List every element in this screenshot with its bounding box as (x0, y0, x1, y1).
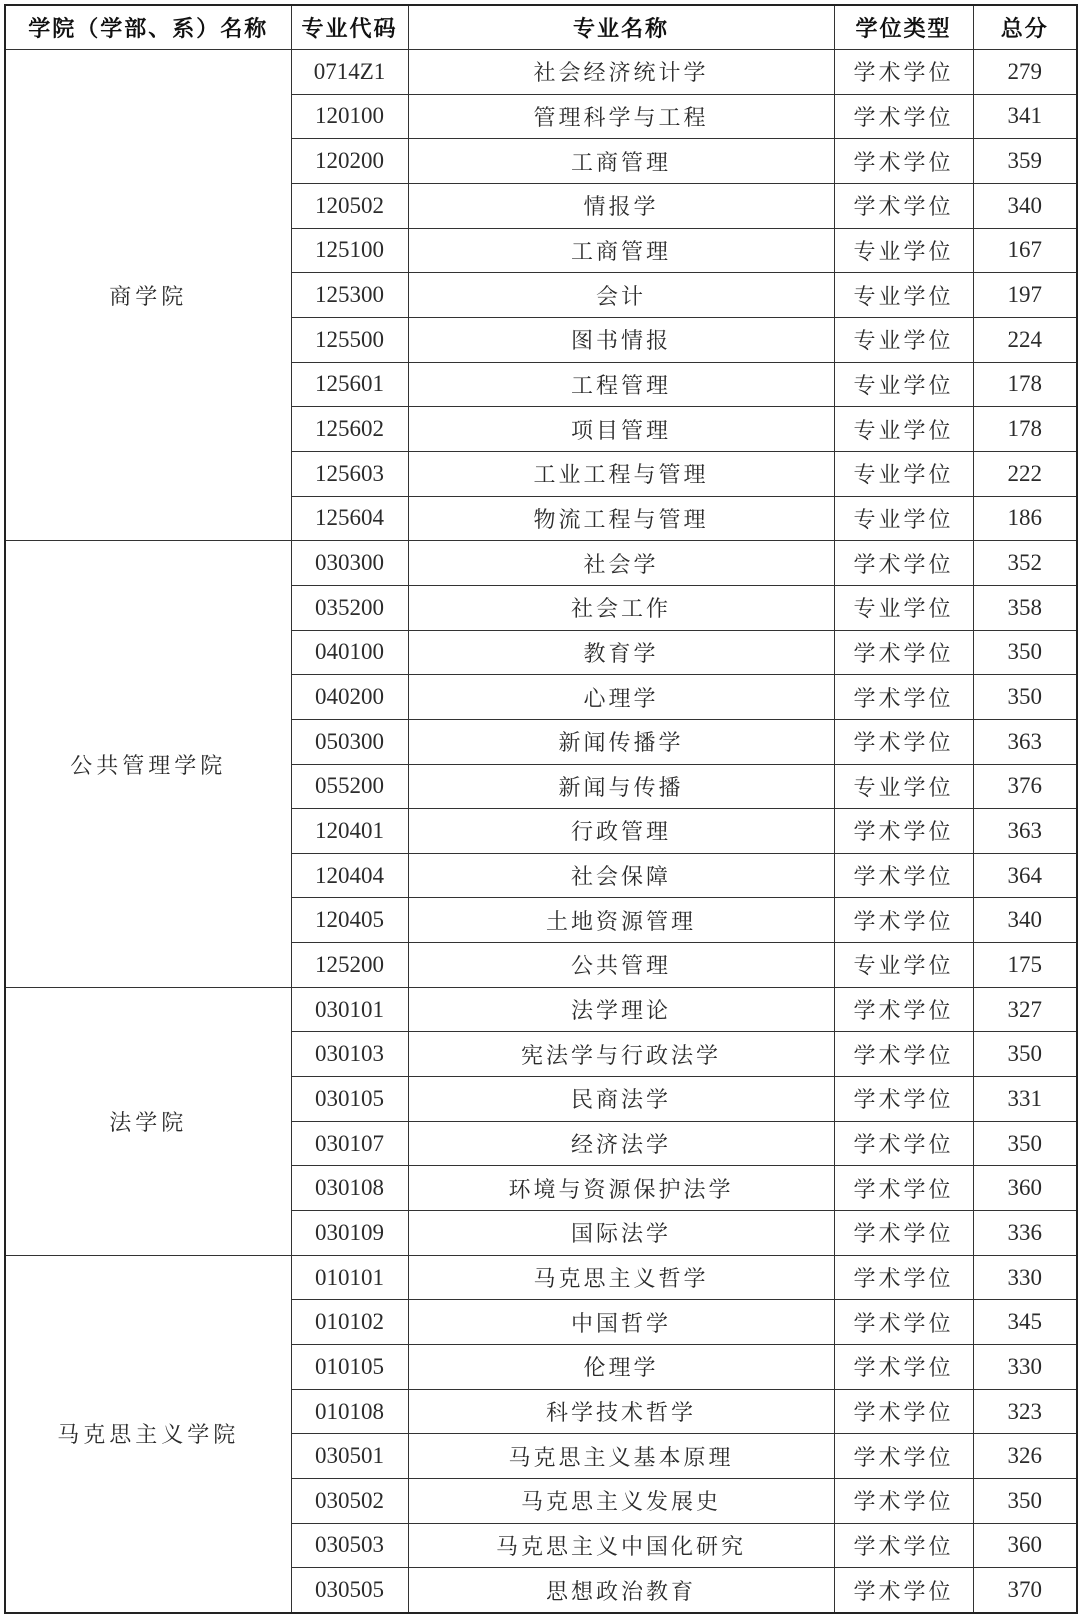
table-row (5, 987, 1077, 1032)
major-name: 马克思主义基本原理 (408, 1434, 834, 1479)
major-code: 120502 (291, 183, 408, 228)
major-name: 思想政治教育 (408, 1568, 834, 1613)
major-name: 民商法学 (408, 1077, 834, 1122)
degree-type: 学术学位 (834, 630, 973, 675)
degree-type: 学术学位 (834, 1389, 973, 1434)
total-score: 360 (973, 1523, 1077, 1568)
major-code: 040100 (291, 630, 408, 675)
degree-type: 学术学位 (834, 987, 973, 1032)
major-name: 土地资源管理 (408, 898, 834, 943)
major-name: 公共管理 (408, 943, 834, 988)
total-score: 222 (973, 451, 1077, 496)
total-score: 360 (973, 1166, 1077, 1211)
major-name: 物流工程与管理 (408, 496, 834, 541)
total-score: 340 (973, 183, 1077, 228)
major-code: 010105 (291, 1345, 408, 1390)
major-code: 120401 (291, 809, 408, 854)
major-name: 经济法学 (408, 1121, 834, 1166)
major-name: 马克思主义哲学 (408, 1255, 834, 1300)
major-code: 120404 (291, 853, 408, 898)
major-name: 马克思主义发展史 (408, 1479, 834, 1524)
degree-type: 学术学位 (834, 898, 973, 943)
degree-type: 学术学位 (834, 1077, 973, 1122)
degree-type: 专业学位 (834, 764, 973, 809)
header-major-code: 专业代码 (291, 5, 408, 50)
total-score: 167 (973, 228, 1077, 273)
total-score: 197 (973, 273, 1077, 318)
major-code: 040200 (291, 675, 408, 720)
degree-type: 专业学位 (834, 496, 973, 541)
degree-type: 专业学位 (834, 407, 973, 452)
major-name: 中国哲学 (408, 1300, 834, 1345)
score-table (4, 4, 1078, 1614)
degree-type: 学术学位 (834, 183, 973, 228)
major-code: 030502 (291, 1479, 408, 1524)
major-name: 工程管理 (408, 362, 834, 407)
major-code: 050300 (291, 719, 408, 764)
degree-type: 学术学位 (834, 675, 973, 720)
major-code: 030109 (291, 1211, 408, 1256)
degree-type: 专业学位 (834, 451, 973, 496)
total-score: 358 (973, 585, 1077, 630)
total-score: 331 (973, 1077, 1077, 1122)
total-score: 341 (973, 94, 1077, 139)
total-score: 363 (973, 719, 1077, 764)
major-code: 030107 (291, 1121, 408, 1166)
major-code: 125601 (291, 362, 408, 407)
total-score: 175 (973, 943, 1077, 988)
major-code: 030101 (291, 987, 408, 1032)
degree-type: 学术学位 (834, 853, 973, 898)
header-degree-type: 学位类型 (834, 5, 973, 50)
major-name: 法学理论 (408, 987, 834, 1032)
major-name: 新闻传播学 (408, 719, 834, 764)
major-code: 010108 (291, 1389, 408, 1434)
table-row (5, 50, 1077, 95)
major-code: 030108 (291, 1166, 408, 1211)
major-name: 环境与资源保护法学 (408, 1166, 834, 1211)
total-score: 345 (973, 1300, 1077, 1345)
header-total-score: 总分 (973, 5, 1077, 50)
total-score: 330 (973, 1345, 1077, 1390)
major-name: 工商管理 (408, 228, 834, 273)
major-code: 125100 (291, 228, 408, 273)
total-score: 350 (973, 1479, 1077, 1524)
total-score: 279 (973, 50, 1077, 95)
degree-type: 专业学位 (834, 362, 973, 407)
degree-type: 学术学位 (834, 139, 973, 184)
major-code: 030505 (291, 1568, 408, 1613)
college-name: 商学院 (5, 50, 291, 541)
degree-type: 专业学位 (834, 585, 973, 630)
major-code: 125200 (291, 943, 408, 988)
degree-type: 学术学位 (834, 1121, 973, 1166)
college-name: 公共管理学院 (5, 541, 291, 988)
major-code: 120200 (291, 139, 408, 184)
college-name: 马克思主义学院 (5, 1255, 291, 1613)
degree-type: 学术学位 (834, 1568, 973, 1613)
total-score: 359 (973, 139, 1077, 184)
major-code: 125602 (291, 407, 408, 452)
total-score: 350 (973, 1032, 1077, 1077)
degree-type: 专业学位 (834, 228, 973, 273)
total-score: 350 (973, 630, 1077, 675)
total-score: 370 (973, 1568, 1077, 1613)
total-score: 326 (973, 1434, 1077, 1479)
major-name: 工业工程与管理 (408, 451, 834, 496)
major-name: 社会保障 (408, 853, 834, 898)
major-code: 030103 (291, 1032, 408, 1077)
degree-type: 专业学位 (834, 943, 973, 988)
degree-type: 学术学位 (834, 94, 973, 139)
major-code: 0714Z1 (291, 50, 408, 95)
total-score: 323 (973, 1389, 1077, 1434)
major-code: 010102 (291, 1300, 408, 1345)
major-code: 125300 (291, 273, 408, 318)
total-score: 352 (973, 541, 1077, 586)
header-major-name: 专业名称 (408, 5, 834, 50)
total-score: 330 (973, 1255, 1077, 1300)
major-name: 工商管理 (408, 139, 834, 184)
degree-type: 学术学位 (834, 719, 973, 764)
header-college: 学院（学部、系）名称 (5, 5, 291, 50)
degree-type: 学术学位 (834, 1523, 973, 1568)
major-name: 会计 (408, 273, 834, 318)
major-code: 035200 (291, 585, 408, 630)
major-name: 社会工作 (408, 585, 834, 630)
degree-type: 学术学位 (834, 1479, 973, 1524)
major-code: 030501 (291, 1434, 408, 1479)
total-score: 363 (973, 809, 1077, 854)
major-code: 030105 (291, 1077, 408, 1122)
major-name: 社会经济统计学 (408, 50, 834, 95)
major-name: 情报学 (408, 183, 834, 228)
degree-type: 学术学位 (834, 1434, 973, 1479)
degree-type: 学术学位 (834, 541, 973, 586)
major-code: 125604 (291, 496, 408, 541)
degree-type: 学术学位 (834, 50, 973, 95)
major-code: 120100 (291, 94, 408, 139)
major-name: 图书情报 (408, 317, 834, 362)
degree-type: 专业学位 (834, 273, 973, 318)
total-score: 178 (973, 362, 1077, 407)
degree-type: 学术学位 (834, 1255, 973, 1300)
major-code: 030503 (291, 1523, 408, 1568)
degree-type: 专业学位 (834, 317, 973, 362)
table-row (5, 541, 1077, 586)
total-score: 364 (973, 853, 1077, 898)
major-name: 项目管理 (408, 407, 834, 452)
table-row (5, 1255, 1077, 1300)
major-name: 宪法学与行政法学 (408, 1032, 834, 1077)
major-name: 心理学 (408, 675, 834, 720)
total-score: 178 (973, 407, 1077, 452)
degree-type: 学术学位 (834, 1032, 973, 1077)
degree-type: 学术学位 (834, 809, 973, 854)
major-name: 行政管理 (408, 809, 834, 854)
major-code: 120405 (291, 898, 408, 943)
total-score: 340 (973, 898, 1077, 943)
total-score: 327 (973, 987, 1077, 1032)
major-name: 管理科学与工程 (408, 94, 834, 139)
header-row (5, 5, 1077, 50)
total-score: 186 (973, 496, 1077, 541)
table-body (5, 50, 1077, 1614)
major-code: 030300 (291, 541, 408, 586)
degree-type: 学术学位 (834, 1211, 973, 1256)
major-name: 教育学 (408, 630, 834, 675)
major-name: 社会学 (408, 541, 834, 586)
degree-type: 学术学位 (834, 1345, 973, 1390)
major-code: 010101 (291, 1255, 408, 1300)
total-score: 350 (973, 1121, 1077, 1166)
degree-type: 学术学位 (834, 1166, 973, 1211)
total-score: 224 (973, 317, 1077, 362)
major-name: 伦理学 (408, 1345, 834, 1390)
major-code: 055200 (291, 764, 408, 809)
major-code: 125603 (291, 451, 408, 496)
total-score: 376 (973, 764, 1077, 809)
major-name: 科学技术哲学 (408, 1389, 834, 1434)
total-score: 336 (973, 1211, 1077, 1256)
major-name: 新闻与传播 (408, 764, 834, 809)
total-score: 350 (973, 675, 1077, 720)
major-name: 国际法学 (408, 1211, 834, 1256)
major-code: 125500 (291, 317, 408, 362)
college-name: 法学院 (5, 987, 291, 1255)
major-name: 马克思主义中国化研究 (408, 1523, 834, 1568)
degree-type: 学术学位 (834, 1300, 973, 1345)
